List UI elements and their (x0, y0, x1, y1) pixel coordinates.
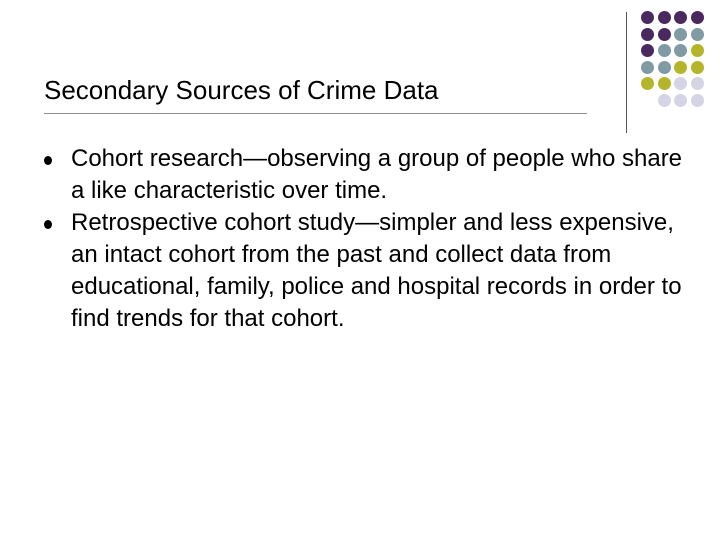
decorative-dot (691, 28, 704, 41)
decorative-dot (674, 28, 687, 41)
bullet-list (44, 143, 684, 335)
decorative-dot (641, 61, 654, 74)
decorative-dot (658, 28, 671, 41)
bullet-dot-icon (44, 156, 52, 165)
vertical-divider (626, 12, 627, 133)
bullet-dot-icon (44, 220, 52, 229)
bullet-text: Cohort research—observing a group of people who share a like characteristic over time. (71, 145, 683, 204)
slide-title: Secondary Sources of Crime Data (44, 75, 439, 105)
decorative-dot (674, 44, 687, 57)
decorative-dot (691, 61, 704, 74)
bullet-item (44, 143, 684, 207)
decorative-dot (658, 77, 671, 90)
decorative-dot (658, 61, 671, 74)
decorative-dot (674, 11, 687, 24)
decorative-dot (674, 61, 687, 74)
bullet-text: Retrospective cohort study—simpler and less expensive, an intact cohort from the past and collect data from educational, family, police and hospital records in order to find trends for that cohort. (71, 209, 682, 332)
decorative-dot (641, 11, 654, 24)
decorative-dot (658, 11, 671, 24)
decorative-dot (674, 94, 687, 107)
bullet-item (44, 207, 684, 335)
decorative-dot (691, 44, 704, 57)
decorative-dot (691, 94, 704, 107)
decorative-dot (641, 44, 654, 57)
decorative-dot (641, 77, 654, 90)
decorative-dot (641, 28, 654, 41)
decorative-dot (691, 77, 704, 90)
decorative-dot (658, 94, 671, 107)
decorative-dot (658, 44, 671, 57)
title-underline (44, 113, 587, 114)
decorative-dot (674, 77, 687, 90)
decorative-dot (691, 11, 704, 24)
